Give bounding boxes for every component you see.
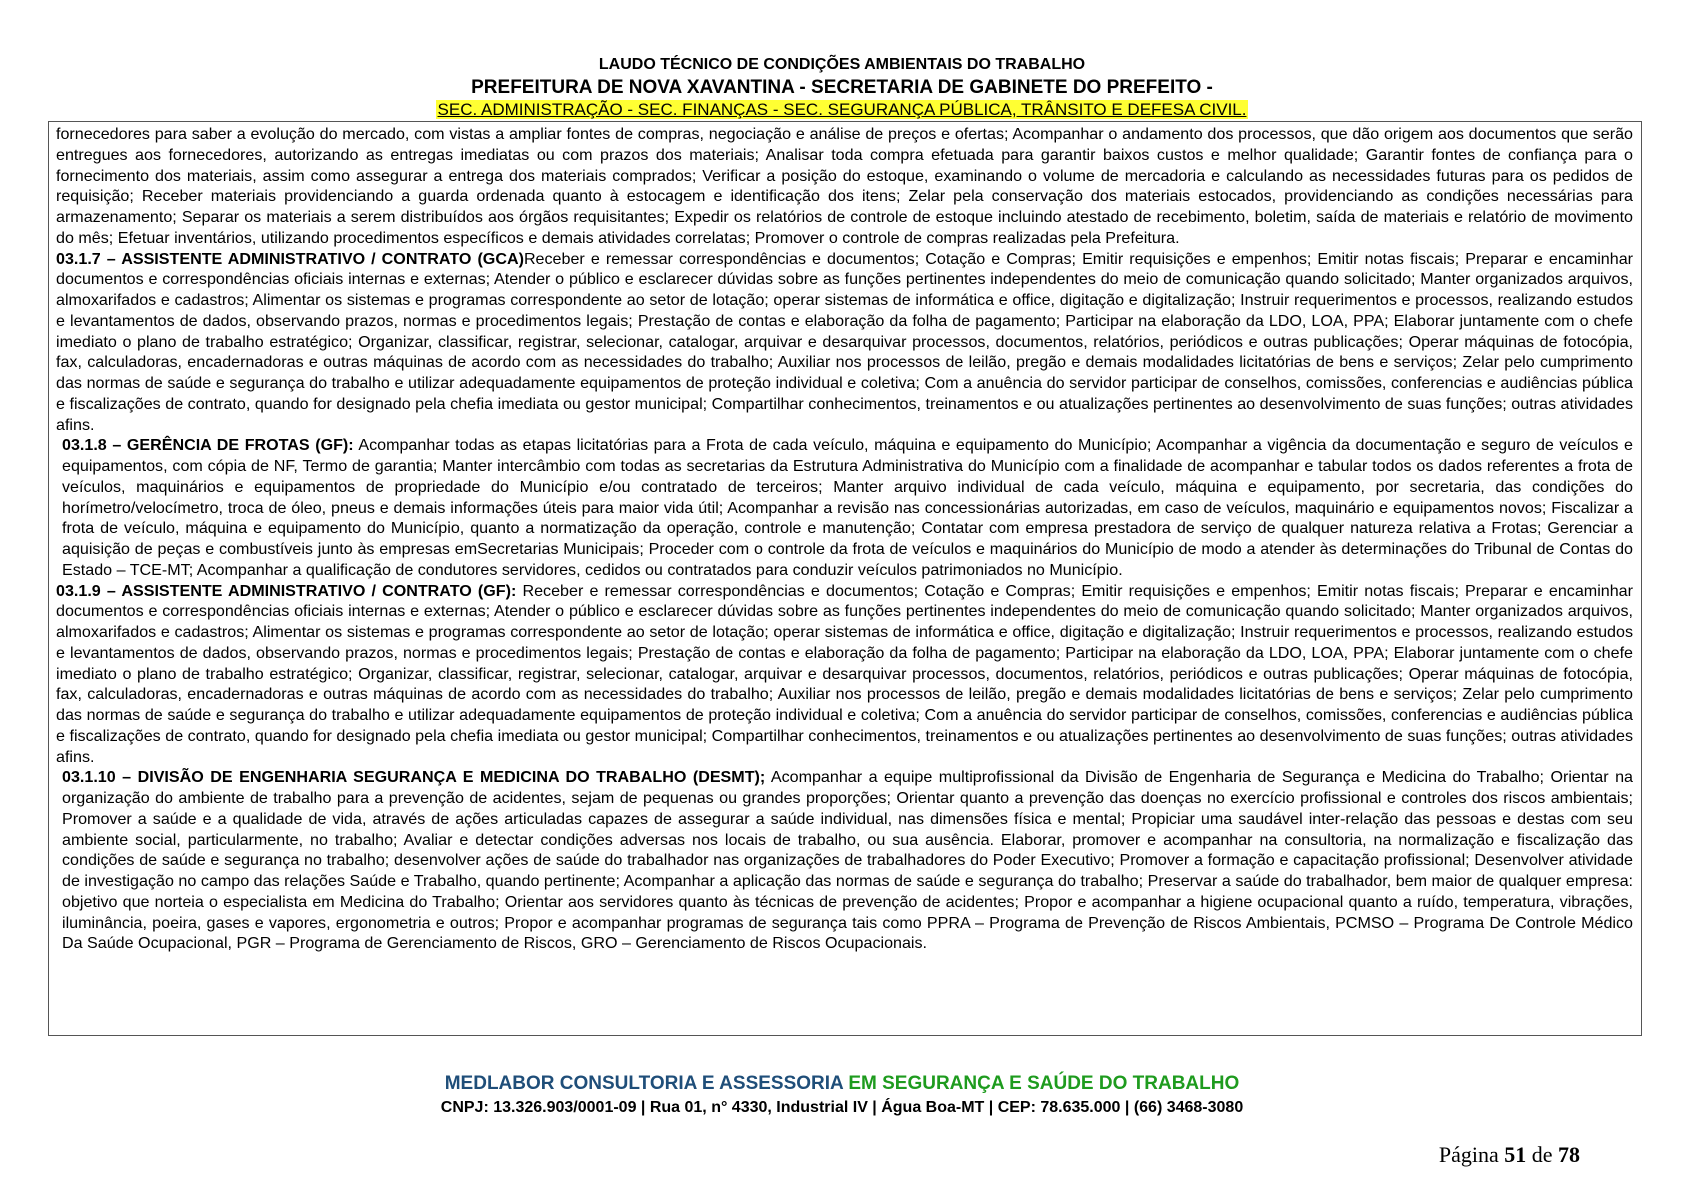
- page-total: 78: [1558, 1142, 1580, 1167]
- section-0318-title: 03.1.8 – GERÊNCIA DE FROTAS (GF):: [62, 436, 354, 455]
- section-0317-text: Receber e remessar correspondências e documentos; Cotação e Compras; Emitir requisições e empenhos; Emitir notas fiscais; Preparar e encaminhar documentos e correspondências oficiais internas e externas; Atender o público e esclarecer dúvidas sobre as funções pertinentes independentes do meio de comunicação quando solicitado; Manter organizados arquivos, almoxarifados e cadastros; Alimentar os sistemas e programas correspondente ao setor de lotação; operar sistemas de informática e office, digitação e digitalização; Instruir requerimentos e processos, realizando estudos e levantamentos de dados, observando prazos, normas e procedimentos legais; Prestação de contas e elaboração da folha de pagamento; Participar na elaboração da LDO, LOA, PPA; Elaborar juntamente com o chefe imediato o plano de trabalho estratégico; Organizar, classificar, registrar, selecionar, catalogar, arquivar e desarquivar processos, documentos, relatórios, periódicos e outras publicações; Operar máquinas de fotocópia, fax, calculadoras, encadernadoras e outras máquinas de acordo com as necessidades do trabalho; Auxiliar nos processos de leilão, pregão e demais modalidades licitatórias de bens e serviços; Zelar pelo cumprimento das normas de saúde e segurança do trabalho e utilizar adequadamente equipamentos de proteção individual e coletiva; Com a anuência do servidor participar de conselhos, comissões, conferencias e audiências pública e fiscalizações de contrato, quando for designado pela chefia imediata ou gestor municipal; Compartilhar conhecimentos, treinamentos e ou atualizações pertinentes ao desenvolvimento de suas funções; outras atividades afins.: [56, 249, 1634, 434]
- document-title: LAUDO TÉCNICO DE CONDIÇÕES AMBIENTAIS DO TRABALHO: [598, 56, 1086, 73]
- section-0318-text: Acompanhar todas as etapas licitatórias para a Frota de cada veículo, máquina e equipamento do Município; Acompanhar a vigência da documentação e seguro de veículos e equipamentos, com cópia de NF, Termo de garantia; Manter intercâmbio com todas as secretarias da Estrutura Administrativa do Município com a finalidade de acompanhar e tabular todos os dados referentes a frota de veículos, maquinários e equipamentos de propriedade do Município e/ou contratado de terceiros; Manter arquivo individual de cada veículo, máquina e equipamento, por secretaria, das condições do horímetro/velocímetro, troca de óleo, pneus e demais informações úteis para maior vida útil; Acompanhar a revisão nas concessionárias autorizadas, em caso de veículos, maquinário e equipamentos novos; Fiscalizar a frota de veículo, máquina e equipamento do Município, quanto a normatização da operação, controle e manutenção; Contatar com empresa prestadora de serviço de qualquer natureza relativa a Frotas; Gerenciar a aquisição de peças e combustíveis junto às empresas emSecretarias Municipais; Proceder com o controle da frota de veículos e maquinários do Município de modo a atender às determinações do Tribunal de Contas do Estado – TCE-MT; Acompanhar a qualificação de condutores servidores, cedidos ou contratados para conduzir veículos patrimoniados no Município.: [62, 436, 1633, 579]
- section-03110-text: Acompanhar a equipe multiprofissional da Divisão de Engenharia de Segurança e Medicina do Trabalho; Orientar na organização do ambiente de trabalho para a prevenção de acidentes, sejam de pequenas ou grandes proporções; Orientar quanto a prevenção das doenças no exercício profissional e controles dos riscos ambientais; Promover a saúde e a qualidade de vida, através de ações articuladas capazes de assegurar a saúde individual, nas dimensões física e mental; Propiciar uma saudável inter-relação das pessoas e destas com seu ambiente social, particularmente, no trabalho; Avaliar e detectar condições adversas nos locais de trabalho, ou sua ausência. Elaborar, promover e acompanhar na consultoria, na normalização e fiscalização das condições de saúde e segurança no trabalho; desenvolver ações de saúde do trabalhador nas organizações de trabalhadores do Poder Executivo; Promover a formação e capacitação profissional; Desenvolver atividade de investigação no campo das relações Saúde e Trabalho, quando pertinente; Acompanhar a aplicação das normas de saúde e segurança do trabalho; Preservar a saúde do trabalhador, bem maior de qualquer empresa: objetivo que norteia o especialista em Medicina do Trabalho; Orientar aos servidores quanto às técnicas de prevenção de acidentes; Propor e acompanhar a higiene ocupacional quanto a ruído, temperatura, vibrações, iluminância, poeira, gases e vapores, ergonometria e outros; Propor e acompanhar programas de segurança tais como PPRA – Programa de Prevenção de Riscos Ambientais, PCMSO – Programa De Controle Médico Da Saúde Ocupacional, PGR – Programa de Gerenciamento de Riscos, GRO – Gerenciamento de Riscos Ocupacionais.: [62, 768, 1633, 953]
- section-0317-title: 03.1.7 – ASSISTENTE ADMINISTRATIVO / CONTRATO (GCA): [56, 249, 524, 268]
- footer-company: [0, 1073, 1684, 1095]
- footer-company-name: MEDLABOR CONSULTORIA E ASSESSORIA: [444, 1073, 844, 1094]
- section-0319-text: Receber e remessar correspondências e documentos; Cotação e Compras; Emitir requisições e empenhos; Emitir notas fiscais; Preparar e encaminhar documentos e correspondências oficiais internas e externas; Atender o público e esclarecer dúvidas sobre as funções pertinentes independentes do meio de comunicação quando solicitado; Manter organizados arquivos, almoxarifados e cadastros; Alimentar os sistemas e programas correspondente ao setor de lotação; operar sistemas de informática e office, digitação e digitalização; Instruir requerimentos e processos, realizando estudos e levantamentos de dados, observando prazos, normas e procedimentos legais; Prestação de contas e elaboração da folha de pagamento; Participar na elaboração da LDO, LOA, PPA; Elaborar juntamente com o chefe imediato o plano de trabalho estratégico; Organizar, classificar, registrar, selecionar, catalogar, arquivar e desarquivar processos, documentos, relatórios, periódicos e outras publicações; Operar máquinas de fotocópia, fax, calculadoras, encadernadoras e outras máquinas de acordo com as necessidades do trabalho; Auxiliar nos processos de leilão, pregão e demais modalidades licitatórias de bens e serviços; Zelar pelo cumprimento das normas de saúde e segurança do trabalho e utilizar adequadamente equipamentos de proteção individual e coletiva; Com a anuência do servidor participar de conselhos, comissões, conferencias e audiências pública e fiscalizações de contrato, quando for designado pela chefia imediata ou gestor municipal; Compartilhar conhecimentos, treinamentos e ou atualizações pertinentes ao desenvolvimento de suas funções; outras atividades afins.: [56, 581, 1633, 766]
- page-current: 51: [1504, 1142, 1527, 1167]
- footer-address: CNPJ: 13.326.903/0001-09 | Rua 01, n° 4330, Industrial IV | Água Boa-MT | CEP: 78.635.000 | (66) 3468-3080: [440, 1099, 1244, 1116]
- page-word: Página: [1438, 1142, 1505, 1167]
- section-0319: [56, 581, 1633, 768]
- page-number: [1439, 1142, 1580, 1168]
- section-0317: [56, 249, 1633, 436]
- secretariats-line: [0, 100, 1684, 120]
- document-subtitle: PREFEITURA DE NOVA XAVANTINA - SECRETARIA DE GABINETE DO PREFEITO -: [471, 77, 1213, 98]
- section-03110: [56, 767, 1633, 954]
- footer-company-tagline: EM SEGURANÇA E SAÚDE DO TRABALHO: [843, 1073, 1240, 1094]
- page-of: de: [1526, 1142, 1558, 1167]
- section-0319-title: 03.1.9 – ASSISTENTE ADMINISTRATIVO / CONTRATO (GF):: [56, 581, 517, 600]
- content-box: [48, 121, 1642, 1036]
- section-03110-title: 03.1.10 – DIVISÃO DE ENGENHARIA SEGURANÇA E MEDICINA DO TRABALHO (DESMT);: [62, 768, 766, 787]
- section-0318: [56, 435, 1633, 580]
- intro-paragraph: fornecedores para saber a evolução do mercado, com vistas a ampliar fontes de compras, negociação e análise de preços e ofertas; Acompanhar o andamento dos processos, que dão origem aos documentos que serão entregues aos fornecedores, autorizando as entregas imediatas ou com prazos dos materiais; Analisar toda compra efetuada para garantir baixos custos e melhor qualidade; Garantir fontes de confiança para o fornecimento dos materiais, assim como assegurar a entrega dos materiais comprados; Verificar a posição do estoque, examinando o volume de mercadoria e calculando as necessidades futuras para os pedidos de requisição; Receber materiais providenciando a guarda ordenada quanto à estocagem e identificação dos itens; Zelar pela conservação dos materiais estocados, providenciando as condições necessárias para armazenamento; Separar os materiais a serem distribuídos aos órgãos requisitantes; Expedir os relatórios de controle de estoque incluindo atestado de recebimento, boletim, saída de materiais e relatório de movimento do mês; Efetuar inventários, utilizando procedimentos específicos e demais atividades correlatas; Promover o controle de compras realizadas pela Prefeitura.: [56, 125, 1633, 247]
- highlighted-secretariats: SEC. ADMINISTRAÇÃO - SEC. FINANÇAS - SEC. SEGURANÇA PÚBLICA, TRÂNSITO E DEFESA CIVIL.: [437, 100, 1247, 119]
